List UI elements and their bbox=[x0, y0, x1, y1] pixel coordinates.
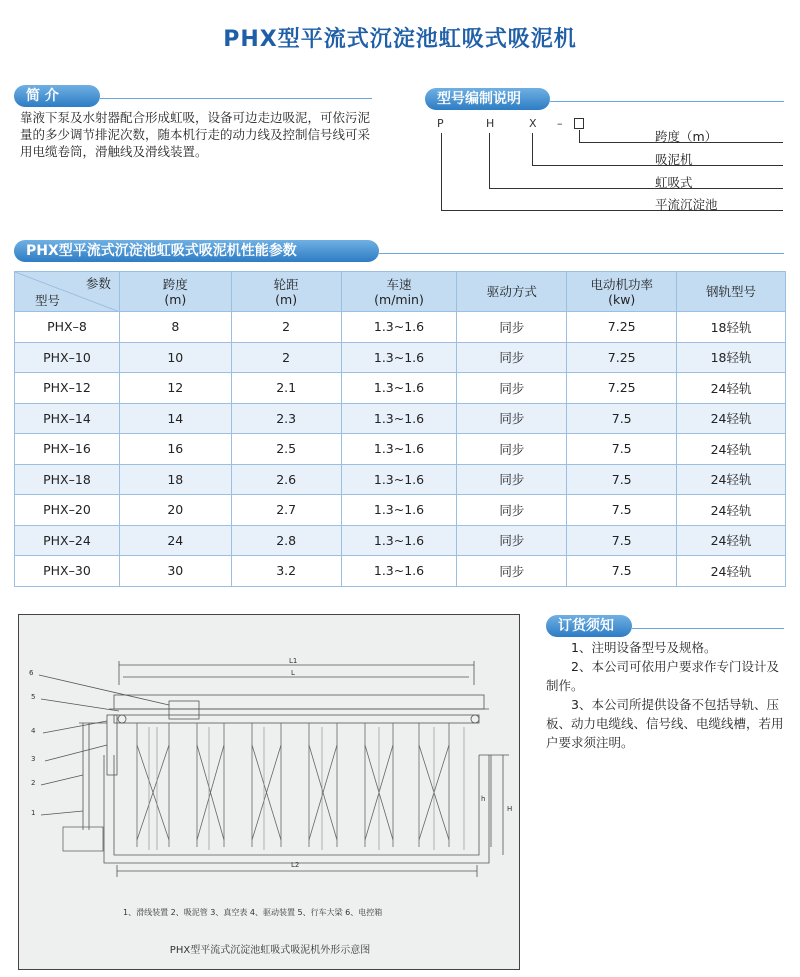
table-row: PHX–14 14 2.3 1.3~1.6 同步 7.5 24轻轨 bbox=[15, 403, 786, 434]
order-heading: 订货须知 bbox=[546, 615, 632, 637]
code-letter-x: X bbox=[529, 117, 537, 130]
code-label-siphon: 虹吸式 bbox=[655, 175, 693, 190]
params-table bbox=[14, 271, 786, 587]
corner-label-params: 参数 bbox=[85, 276, 111, 291]
table-row: PHX–12 12 2.1 1.3~1.6 同步 7.25 24轻轨 bbox=[15, 373, 786, 404]
column-header: 跨度 (m) bbox=[119, 272, 231, 312]
code-label-basin: 平流沉淀池 bbox=[655, 197, 718, 212]
code-letter-dash: – bbox=[557, 117, 563, 130]
dim-label-l: L bbox=[291, 669, 295, 677]
column-header: 轮距 (m) bbox=[231, 272, 341, 312]
corner-label-model: 型号 bbox=[35, 293, 61, 308]
callout-6: 6 bbox=[29, 669, 34, 677]
intro-text: 靠液下泵及水射器配合形成虹吸，设备可边走边吸泥，可依污泥量的多少调节排泥次数，随本机行走的动力线及控制信号线可采用电缆卷筒，滑触线及滑线装置。 bbox=[20, 110, 371, 159]
table-row: PHX–18 18 2.6 1.3~1.6 同步 7.5 24轻轨 bbox=[15, 464, 786, 495]
dim-label-h: h bbox=[481, 795, 486, 803]
table-row: PHX–16 16 2.5 1.3~1.6 同步 7.5 24轻轨 bbox=[15, 434, 786, 465]
table-row: PHX–8 8 2 1.3~1.6 同步 7.25 18轻轨 bbox=[15, 312, 786, 343]
machine-drawing bbox=[18, 614, 520, 970]
column-header: 电动机功率 (kw) bbox=[567, 272, 677, 312]
page-title: PHX型平流式沉淀池虹吸式吸泥机 bbox=[223, 27, 577, 52]
dim-label-l2: L2 bbox=[291, 861, 300, 869]
table-corner-cell bbox=[15, 272, 120, 312]
callout-4: 4 bbox=[31, 727, 36, 735]
callout-2: 2 bbox=[31, 779, 36, 787]
dim-label-big-h: H bbox=[507, 805, 513, 813]
order-notes bbox=[546, 638, 790, 752]
code-letter-h: H bbox=[486, 117, 495, 130]
column-header: 钢轨型号 bbox=[677, 272, 786, 312]
code-letter-p: P bbox=[437, 117, 444, 130]
column-header: 车速 (m/min) bbox=[341, 272, 457, 312]
order-divider bbox=[632, 628, 784, 629]
params-heading: PHX型平流式沉淀池虹吸式吸泥机性能参数 bbox=[14, 240, 379, 262]
order-item: 3、本公司所提供设备不包括导轨、压板、动力电缆线、信号线、电缆线槽，若用户要求须注明。 bbox=[546, 697, 784, 750]
drawing-caption: PHX型平流式沉淀池虹吸式吸泥机外形示意图 bbox=[169, 945, 371, 956]
drawing-legend: 1、滑线装置 2、吸泥管 3、真空表 4、驱动装置 5、行车大梁 6、电控箱 bbox=[123, 908, 383, 917]
model-code-heading: 型号编制说明 bbox=[425, 88, 550, 110]
table-row: PHX–10 10 2 1.3~1.6 同步 7.25 18轻轨 bbox=[15, 342, 786, 373]
code-label-suction: 吸泥机 bbox=[655, 152, 693, 167]
model-code-divider bbox=[550, 101, 784, 102]
table-header-row bbox=[15, 272, 786, 312]
order-item: 2、本公司可依用户要求作专门设计及制作。 bbox=[546, 659, 779, 693]
span-placeholder-box bbox=[574, 118, 584, 129]
table-row: PHX–24 24 2.8 1.3~1.6 同步 7.5 24轻轨 bbox=[15, 525, 786, 556]
intro-heading: 简 介 bbox=[14, 85, 100, 107]
dim-label-l1: L1 bbox=[289, 657, 298, 665]
column-header: 驱动方式 bbox=[457, 272, 567, 312]
callout-1: 1 bbox=[31, 809, 36, 817]
params-divider bbox=[379, 253, 784, 254]
intro-divider bbox=[100, 98, 372, 99]
code-label-span: 跨度（m） bbox=[655, 129, 718, 144]
table-row: PHX–20 20 2.7 1.3~1.6 同步 7.5 24轻轨 bbox=[15, 495, 786, 526]
table-row: PHX–30 30 3.2 1.3~1.6 同步 7.5 24轻轨 bbox=[15, 556, 786, 587]
callout-3: 3 bbox=[31, 755, 36, 763]
callout-5: 5 bbox=[31, 693, 36, 701]
order-item: 1、注明设备型号及规格。 bbox=[571, 640, 717, 655]
